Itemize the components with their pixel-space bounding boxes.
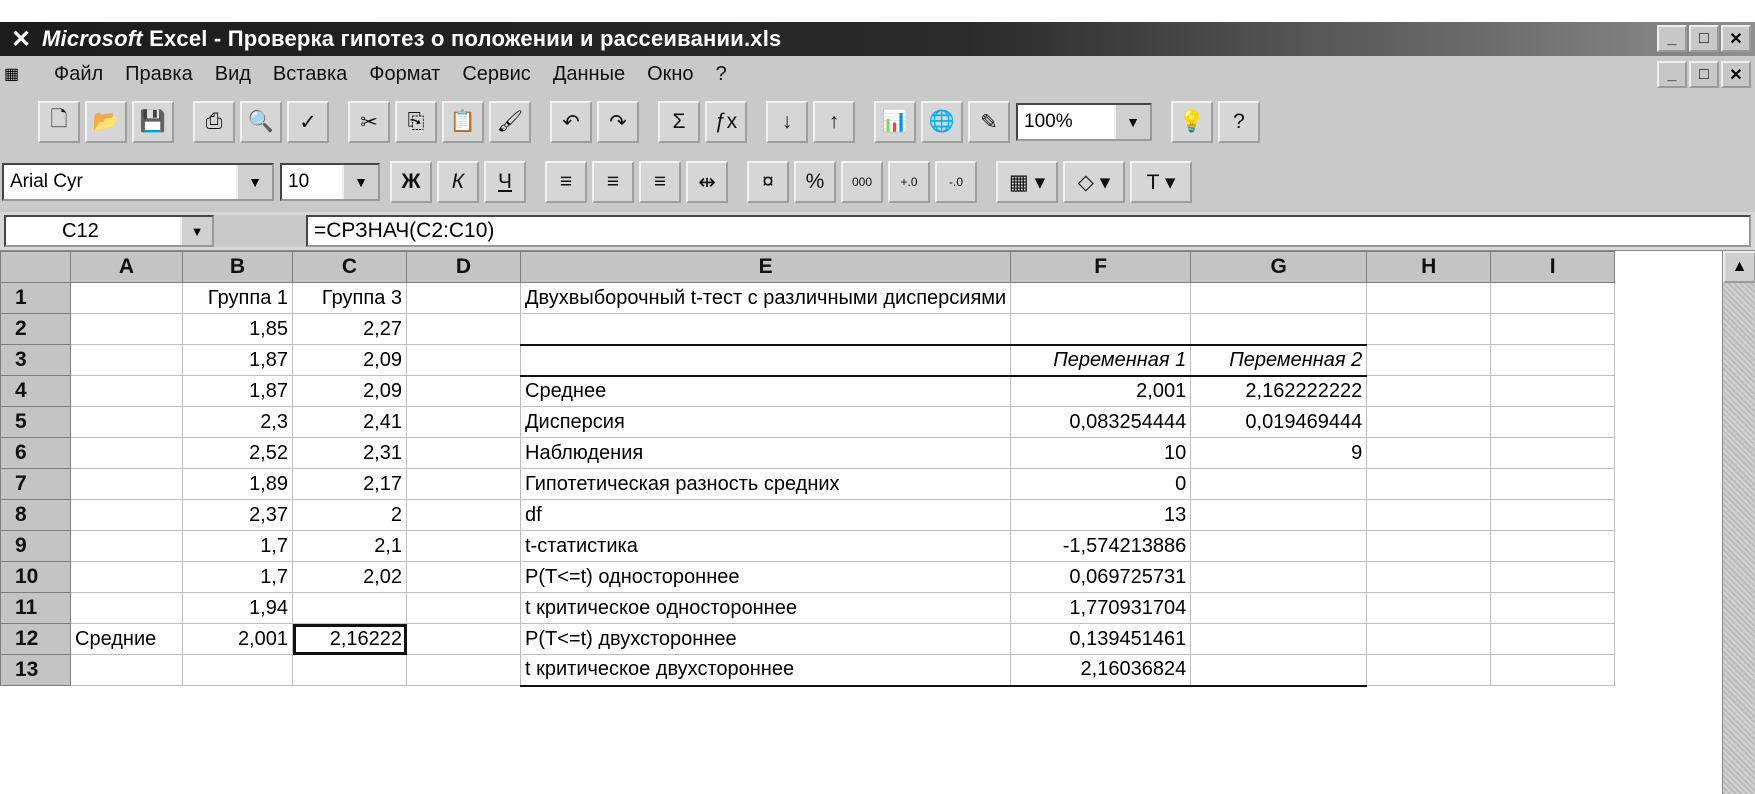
row-header[interactable]: 5 xyxy=(1,407,71,438)
zoom-dropdown-icon[interactable]: ▼ xyxy=(1114,105,1150,139)
cell[interactable] xyxy=(1491,407,1615,438)
cell[interactable]: 0 xyxy=(1011,469,1191,500)
cell[interactable] xyxy=(1011,314,1191,345)
cell[interactable] xyxy=(1491,593,1615,624)
cell[interactable] xyxy=(521,345,1011,376)
name-box-dropdown-icon[interactable]: ▼ xyxy=(180,217,212,245)
align-right-icon[interactable]: ≡ xyxy=(639,161,681,203)
cell[interactable] xyxy=(1367,655,1491,686)
font-size-value: 10 xyxy=(288,171,310,192)
table-row xyxy=(1,531,1615,562)
name-box-value: C12 xyxy=(62,219,99,242)
cell[interactable]: 2,1 xyxy=(293,531,407,562)
cell[interactable] xyxy=(71,655,183,686)
print-icon[interactable]: ⎙ xyxy=(193,101,235,143)
cell[interactable]: 2,09 xyxy=(293,376,407,407)
cell[interactable]: Наблюдения xyxy=(521,438,1011,469)
row-header[interactable]: 7 xyxy=(1,469,71,500)
column-header-h[interactable]: H xyxy=(1367,252,1491,283)
cell[interactable]: Группа 3 xyxy=(293,283,407,314)
currency-icon[interactable]: ¤ xyxy=(747,161,789,203)
cell[interactable]: t-статистика xyxy=(521,531,1011,562)
cell[interactable] xyxy=(71,469,183,500)
new-document-icon[interactable]: 🗋 xyxy=(38,101,80,143)
cell[interactable]: 2,162222222 xyxy=(1191,376,1367,407)
cell[interactable] xyxy=(1491,531,1615,562)
cell[interactable] xyxy=(1491,500,1615,531)
cell[interactable]: 1,85 xyxy=(183,314,293,345)
align-left-icon[interactable]: ≡ xyxy=(545,161,587,203)
cell[interactable]: 1,87 xyxy=(183,345,293,376)
cell[interactable]: P(T<=t) одностороннее xyxy=(521,562,1011,593)
fill-color-icon[interactable]: ◇ ▾ xyxy=(1063,161,1125,203)
standard-toolbar xyxy=(0,92,1755,152)
vertical-scrollbar[interactable] xyxy=(1722,251,1755,794)
column-header-e[interactable]: E xyxy=(521,252,1011,283)
cell[interactable]: 2,41 xyxy=(293,407,407,438)
cut-icon[interactable]: ✂ xyxy=(348,101,390,143)
cell[interactable]: 0,019469444 xyxy=(1191,407,1367,438)
cell[interactable]: 1,770931704 xyxy=(1011,593,1191,624)
cell[interactable] xyxy=(521,314,1011,345)
cell[interactable] xyxy=(407,438,521,469)
maximize-button[interactable]: □ xyxy=(1689,25,1719,52)
column-header-f[interactable]: F xyxy=(1011,252,1191,283)
font-color-icon[interactable]: T ▾ xyxy=(1130,161,1192,203)
menu-insert[interactable]: Вставка xyxy=(272,62,348,85)
cell[interactable]: Средние xyxy=(71,624,183,655)
cell[interactable] xyxy=(407,655,521,686)
row-header[interactable]: 11 xyxy=(1,593,71,624)
cell[interactable] xyxy=(1367,438,1491,469)
sort-descending-icon[interactable]: ↑ xyxy=(813,101,855,143)
tip-wizard-icon[interactable]: 💡 xyxy=(1171,101,1213,143)
cell[interactable]: 1,7 xyxy=(183,531,293,562)
cell[interactable]: Переменная 1 xyxy=(1011,345,1191,376)
cell[interactable]: P(T<=t) двухстороннее xyxy=(521,624,1011,655)
table-row xyxy=(1,376,1615,407)
window-controls xyxy=(1657,25,1751,52)
cell[interactable] xyxy=(1491,655,1615,686)
cell[interactable] xyxy=(407,314,521,345)
cell[interactable] xyxy=(1491,438,1615,469)
row-header[interactable]: 10 xyxy=(1,562,71,593)
cell[interactable] xyxy=(1191,593,1367,624)
cell[interactable] xyxy=(407,407,521,438)
table-row xyxy=(1,655,1615,686)
cell[interactable] xyxy=(1367,624,1491,655)
cell[interactable]: t критическое одностороннее xyxy=(521,593,1011,624)
table-row xyxy=(1,314,1615,345)
formatting-toolbar xyxy=(0,152,1755,212)
merge-center-icon[interactable]: ⇹ xyxy=(686,161,728,203)
formula-bar xyxy=(0,212,1755,251)
cell[interactable] xyxy=(71,500,183,531)
column-header-i[interactable]: I xyxy=(1491,252,1615,283)
cell[interactable] xyxy=(1191,531,1367,562)
cell[interactable]: 0,139451461 xyxy=(1011,624,1191,655)
cell[interactable]: 1,7 xyxy=(183,562,293,593)
workbook-icon[interactable]: ▦ xyxy=(4,66,20,83)
cell[interactable] xyxy=(1367,593,1491,624)
font-size-dropdown-icon[interactable]: ▼ xyxy=(342,165,378,199)
cell[interactable]: df xyxy=(521,500,1011,531)
undo-icon[interactable]: ↶ xyxy=(550,101,592,143)
cell[interactable]: 2,02 xyxy=(293,562,407,593)
font-size-select[interactable] xyxy=(280,163,380,201)
cell[interactable] xyxy=(1491,624,1615,655)
autosum-icon[interactable]: Σ xyxy=(658,101,700,143)
window-title-rest: Excel - Проверка гипотез о положении и рассеивании.xls xyxy=(142,26,782,51)
menu-file[interactable]: Файл xyxy=(54,62,104,85)
workbook-controls xyxy=(1657,61,1751,88)
row-header[interactable]: 13 xyxy=(1,655,71,686)
menu-edit[interactable]: Правка xyxy=(125,62,193,85)
sort-ascending-icon[interactable]: ↓ xyxy=(766,101,808,143)
cell[interactable]: t критическое двухстороннее xyxy=(521,655,1011,686)
function-wizard-icon[interactable]: ƒx xyxy=(705,101,747,143)
table-row xyxy=(1,593,1615,624)
cell[interactable] xyxy=(1191,283,1367,314)
cell[interactable] xyxy=(71,376,183,407)
spelling-icon[interactable]: ✓ xyxy=(287,101,329,143)
menu-format[interactable]: Формат xyxy=(369,62,441,85)
table-row xyxy=(1,438,1615,469)
table-row xyxy=(1,500,1615,531)
cell[interactable]: 13 xyxy=(1011,500,1191,531)
underline-icon[interactable]: Ч xyxy=(484,161,526,203)
row-header[interactable]: 9 xyxy=(1,531,71,562)
cell[interactable] xyxy=(1367,469,1491,500)
table-row xyxy=(1,283,1615,314)
cell[interactable] xyxy=(1367,376,1491,407)
cell[interactable] xyxy=(407,624,521,655)
copy-icon[interactable]: ⎘ xyxy=(395,101,437,143)
chart-wizard-icon[interactable]: 📊 xyxy=(874,101,916,143)
menu-window[interactable]: Окно xyxy=(647,62,694,85)
redo-icon[interactable]: ↷ xyxy=(597,101,639,143)
cell[interactable] xyxy=(1191,469,1367,500)
menu-tools[interactable]: Сервис xyxy=(462,62,531,85)
cell[interactable]: Группа 1 xyxy=(183,283,293,314)
table-row xyxy=(1,624,1615,655)
cell[interactable]: 2,37 xyxy=(183,500,293,531)
zoom-value: 100% xyxy=(1024,111,1073,132)
cell[interactable] xyxy=(1367,345,1491,376)
cell[interactable]: Дисперсия xyxy=(521,407,1011,438)
menu-bar xyxy=(0,56,1755,92)
name-box[interactable] xyxy=(4,215,214,247)
cell[interactable]: 2,001 xyxy=(183,624,293,655)
cell[interactable]: Переменная 2 xyxy=(1191,345,1367,376)
cell[interactable] xyxy=(1367,500,1491,531)
cell[interactable] xyxy=(407,562,521,593)
save-icon[interactable]: 💾 xyxy=(132,101,174,143)
cell[interactable] xyxy=(71,314,183,345)
cell[interactable] xyxy=(407,531,521,562)
workbook-close-button[interactable]: ✕ xyxy=(1721,61,1751,88)
close-button[interactable]: ✕ xyxy=(1721,25,1751,52)
cell[interactable] xyxy=(407,283,521,314)
cell[interactable] xyxy=(1491,345,1615,376)
cell[interactable]: 9 xyxy=(1191,438,1367,469)
cell[interactable]: 2,17 xyxy=(293,469,407,500)
percent-icon[interactable]: % xyxy=(794,161,836,203)
font-name-value: Arial Cyr xyxy=(10,171,83,192)
cell[interactable] xyxy=(1191,624,1367,655)
cell[interactable] xyxy=(407,345,521,376)
column-header-a[interactable]: A xyxy=(71,252,183,283)
cell[interactable] xyxy=(407,500,521,531)
row-header[interactable]: 1 xyxy=(1,283,71,314)
menu-data[interactable]: Данные xyxy=(552,62,626,85)
cell[interactable] xyxy=(71,562,183,593)
cell[interactable] xyxy=(71,345,183,376)
window-title xyxy=(42,26,781,52)
cell[interactable] xyxy=(71,531,183,562)
cell[interactable] xyxy=(1011,283,1191,314)
format-painter-icon[interactable]: 🖌 xyxy=(489,101,531,143)
cell[interactable]: 2 xyxy=(293,500,407,531)
cell[interactable]: Двухвыборочный t-тест с различными дисперсиями xyxy=(521,283,1011,314)
column-header-d[interactable]: D xyxy=(407,252,521,283)
table-row xyxy=(1,469,1615,500)
cell[interactable]: 2,27 xyxy=(293,314,407,345)
table-row xyxy=(1,407,1615,438)
cell[interactable] xyxy=(71,593,183,624)
cell[interactable] xyxy=(1191,314,1367,345)
thousands-icon[interactable]: 000 xyxy=(841,161,883,203)
open-folder-icon[interactable]: 📂 xyxy=(85,101,127,143)
cell[interactable]: 10 xyxy=(1011,438,1191,469)
row-header[interactable]: 6 xyxy=(1,438,71,469)
font-name-dropdown-icon[interactable]: ▼ xyxy=(236,165,272,199)
align-center-icon[interactable]: ≡ xyxy=(592,161,634,203)
worksheet-grid xyxy=(0,251,1615,687)
increase-decimal-icon[interactable]: +.0 xyxy=(888,161,930,203)
cell[interactable] xyxy=(1367,407,1491,438)
print-preview-icon[interactable]: 🔍 xyxy=(240,101,282,143)
formula-input[interactable]: =СРЗНАЧ(C2:C10) xyxy=(306,215,1751,247)
decrease-decimal-icon[interactable]: -.0 xyxy=(935,161,977,203)
cell[interactable]: Гипотетическая разность средних xyxy=(521,469,1011,500)
help-pointer-icon[interactable]: ? xyxy=(1218,101,1260,143)
cell[interactable] xyxy=(1491,314,1615,345)
cell[interactable] xyxy=(407,469,521,500)
cell[interactable]: 2,31 xyxy=(293,438,407,469)
cell[interactable] xyxy=(71,407,183,438)
cell[interactable]: -1,574213886 xyxy=(1011,531,1191,562)
formula-buttons-area xyxy=(214,215,306,247)
window-title-bar xyxy=(0,22,1755,56)
cell[interactable]: 2,3 xyxy=(183,407,293,438)
excel-app-icon[interactable]: ✕ xyxy=(10,25,32,53)
cell[interactable] xyxy=(1191,562,1367,593)
cell[interactable] xyxy=(71,283,183,314)
row-header[interactable]: 2 xyxy=(1,314,71,345)
active-cell[interactable]: 2,16222 xyxy=(293,624,407,655)
cell[interactable]: Среднее xyxy=(521,376,1011,407)
cell[interactable] xyxy=(1491,376,1615,407)
cell[interactable]: 2,16036824 xyxy=(1011,655,1191,686)
font-name-select[interactable] xyxy=(2,163,274,201)
row-header[interactable]: 3 xyxy=(1,345,71,376)
cell[interactable]: 2,09 xyxy=(293,345,407,376)
cell[interactable]: 2,52 xyxy=(183,438,293,469)
row-header[interactable]: 8 xyxy=(1,500,71,531)
cell[interactable] xyxy=(293,655,407,686)
workbook-restore-button[interactable]: □ xyxy=(1689,61,1719,88)
cell[interactable] xyxy=(1367,283,1491,314)
cell[interactable] xyxy=(293,593,407,624)
table-row xyxy=(1,562,1615,593)
row-header[interactable]: 12 xyxy=(1,624,71,655)
cell[interactable] xyxy=(1367,314,1491,345)
minimize-button[interactable]: _ xyxy=(1657,25,1687,52)
bold-icon[interactable]: Ж xyxy=(390,161,432,203)
column-header-c[interactable]: C xyxy=(293,252,407,283)
cell[interactable] xyxy=(407,376,521,407)
column-header-b[interactable]: B xyxy=(183,252,293,283)
workbook-minimize-button[interactable]: _ xyxy=(1657,61,1687,88)
map-icon[interactable]: 🌐 xyxy=(921,101,963,143)
window-title-brand: Microsoft xyxy=(42,26,143,51)
scroll-up-icon[interactable]: ▲ xyxy=(1723,251,1755,283)
paste-icon[interactable]: 📋 xyxy=(442,101,484,143)
cell[interactable]: 1,89 xyxy=(183,469,293,500)
cell[interactable]: 1,94 xyxy=(183,593,293,624)
menu-view[interactable]: Вид xyxy=(214,62,251,85)
borders-icon[interactable]: ▦ ▾ xyxy=(996,161,1058,203)
cell[interactable]: 0,069725731 xyxy=(1011,562,1191,593)
cell[interactable] xyxy=(1491,283,1615,314)
column-header-g[interactable]: G xyxy=(1191,252,1367,283)
cell[interactable] xyxy=(1367,531,1491,562)
drawing-icon[interactable]: ✎ xyxy=(968,101,1010,143)
row-header[interactable]: 4 xyxy=(1,376,71,407)
italic-icon[interactable]: К xyxy=(437,161,479,203)
cell[interactable] xyxy=(183,655,293,686)
cell[interactable] xyxy=(1191,655,1367,686)
cell[interactable] xyxy=(1491,562,1615,593)
cell[interactable]: 0,083254444 xyxy=(1011,407,1191,438)
cell[interactable] xyxy=(71,438,183,469)
menu-help[interactable]: ? xyxy=(715,62,727,85)
zoom-select[interactable] xyxy=(1016,103,1152,141)
cell[interactable]: 1,87 xyxy=(183,376,293,407)
select-all-corner[interactable] xyxy=(1,252,71,283)
table-row xyxy=(1,345,1615,376)
cell[interactable] xyxy=(407,593,521,624)
cell[interactable] xyxy=(1367,562,1491,593)
cell[interactable]: 2,001 xyxy=(1011,376,1191,407)
cell[interactable] xyxy=(1191,500,1367,531)
cell[interactable] xyxy=(1491,469,1615,500)
